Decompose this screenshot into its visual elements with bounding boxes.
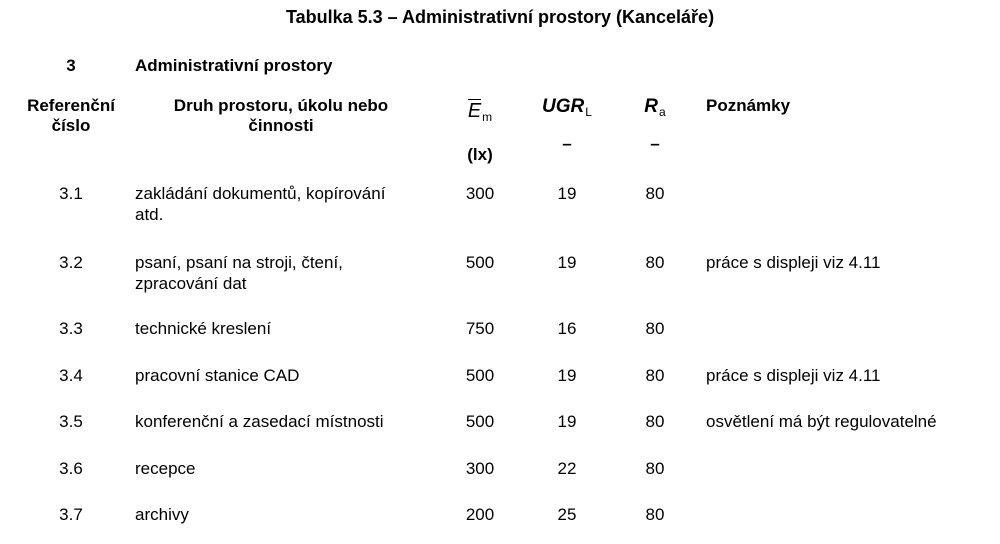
header-em-unit: (lx) — [467, 145, 493, 164]
row-ugr: 19 — [557, 253, 577, 272]
row-type-line2: zpracování dat — [135, 274, 247, 293]
header-ugr-subscript: L — [585, 105, 592, 119]
row-ugr: 16 — [557, 319, 577, 338]
row-ra: 80 — [645, 184, 665, 203]
row-note: práce s displeji viz 4.11 — [706, 253, 881, 272]
row-em: 750 — [465, 319, 495, 338]
header-ugr-unit: – — [562, 134, 572, 153]
row-em: 200 — [465, 505, 495, 524]
row-type-line1: zakládání dokumentů, kopírování — [135, 184, 386, 203]
header-em — [452, 100, 508, 123]
row-ugr: 19 — [557, 184, 577, 203]
row-ra: 80 — [645, 366, 665, 385]
header-ugr-symbol: UGR — [542, 96, 585, 117]
row-ref: 3.4 — [59, 366, 83, 385]
row-type-line1: konferenční a zasedací místnosti — [135, 412, 384, 431]
header-space-type: Druh prostoru, úkolu nebo činnosti — [173, 96, 389, 135]
row-ugr: 22 — [557, 459, 577, 478]
row-type-line2: atd. — [135, 205, 164, 224]
row-em: 500 — [465, 253, 495, 272]
row-em: 300 — [465, 184, 495, 203]
header-ra-subscript: a — [659, 105, 666, 119]
row-ref: 3.6 — [59, 459, 83, 478]
row-em: 300 — [465, 459, 495, 478]
row-ra: 80 — [645, 459, 665, 478]
row-ra: 80 — [645, 253, 665, 272]
header-em-subscript: m — [482, 110, 493, 124]
row-ref: 3.7 — [59, 505, 83, 524]
section-name: Administrativní prostory — [135, 56, 333, 75]
row-ref: 3.1 — [59, 184, 83, 203]
header-ra — [620, 96, 690, 118]
row-note: práce s displeji viz 4.11 — [706, 366, 881, 385]
row-em: 500 — [465, 366, 495, 385]
table-title: Tabulka 5.3 – Administrativní prostory (Kanceláře) — [285, 7, 715, 27]
row-ref: 3.2 — [59, 253, 83, 272]
row-ugr: 25 — [557, 505, 577, 524]
header-ra-unit: – — [650, 134, 660, 153]
row-type-line1: pracovní stanice CAD — [135, 366, 300, 385]
header-notes: Poznámky — [706, 96, 791, 115]
row-ra: 80 — [645, 412, 665, 431]
row-type-line1: psaní, psaní na stroji, čtení, — [135, 253, 343, 272]
row-ugr: 19 — [557, 366, 577, 385]
section-number: 3 — [66, 56, 76, 75]
header-em-symbol: E — [467, 100, 482, 122]
row-ref: 3.3 — [59, 319, 83, 338]
row-type-line1: archivy — [135, 505, 189, 524]
row-type-line1: technické kreslení — [135, 319, 272, 338]
row-ra: 80 — [645, 505, 665, 524]
header-ra-symbol: R — [644, 96, 659, 117]
row-ra: 80 — [645, 319, 665, 338]
row-type-line1: recepce — [135, 459, 196, 478]
row-note: osvětlení má být regulovatelné — [706, 412, 937, 431]
header-ugr — [522, 96, 612, 118]
row-ugr: 19 — [557, 412, 577, 431]
row-ref: 3.5 — [59, 412, 83, 431]
header-ref-number: Referenční číslo — [27, 96, 115, 135]
row-em: 500 — [465, 412, 495, 431]
